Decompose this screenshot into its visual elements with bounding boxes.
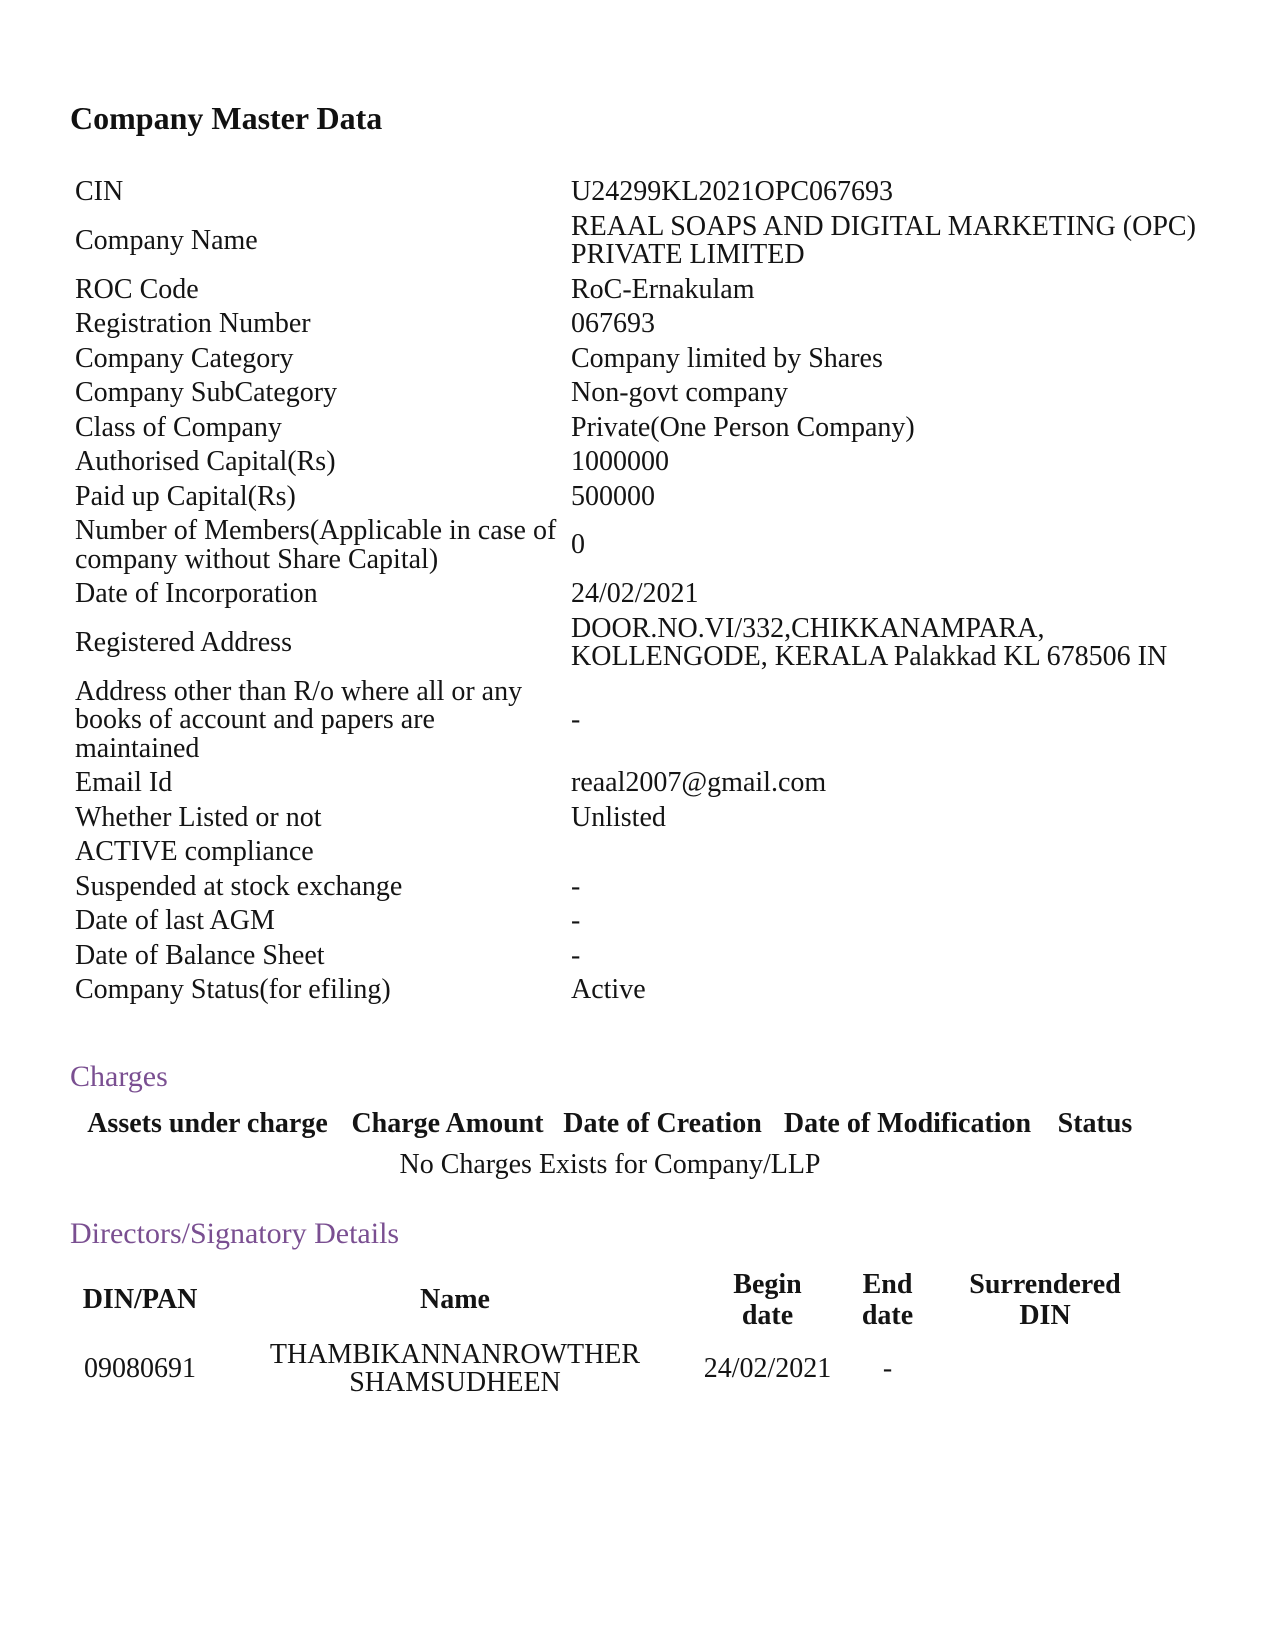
field-label: Company Status(for efiling) bbox=[75, 974, 391, 1005]
field-label: Whether Listed or not bbox=[75, 801, 322, 833]
field-value: 24/02/2021 bbox=[571, 578, 699, 609]
field-label: Company Category bbox=[75, 342, 294, 374]
field-label: Date of Balance Sheet bbox=[75, 939, 325, 971]
field-label: Email Id bbox=[75, 767, 173, 798]
charges-header-row bbox=[70, 1106, 1150, 1141]
director-name: THAMBIKANNANROWTHER SHAMSUDHEEN bbox=[269, 1338, 641, 1398]
field-label: Date of last AGM bbox=[75, 905, 275, 936]
field-value: 067693 bbox=[571, 308, 655, 339]
field-value: 1000000 bbox=[571, 446, 669, 477]
field-label: ROC Code bbox=[75, 273, 199, 305]
field-value: Unlisted bbox=[571, 801, 666, 833]
field-value: reaal2007@gmail.com bbox=[571, 767, 827, 798]
master-data-row bbox=[75, 175, 1215, 210]
field-label: Paid up Capital(Rs) bbox=[75, 480, 296, 512]
master-data-row bbox=[75, 411, 1215, 446]
master-data-row bbox=[75, 445, 1215, 480]
directors-column-header: Begin date bbox=[733, 1268, 802, 1331]
charges-section-heading: Charges bbox=[70, 1059, 168, 1093]
master-data-row bbox=[75, 273, 1215, 308]
field-label: Registration Number bbox=[75, 308, 311, 339]
field-value: 500000 bbox=[571, 480, 655, 512]
master-data-row bbox=[75, 307, 1215, 342]
master-data-row bbox=[75, 675, 1215, 767]
director-surrendered-din bbox=[940, 1333, 1150, 1402]
director-end-date: - bbox=[882, 1352, 893, 1384]
director-row bbox=[70, 1333, 1150, 1402]
charges-column-header: Charge Amount bbox=[351, 1107, 544, 1139]
charges-empty-message: No Charges Exists for Company/LLP bbox=[399, 1148, 821, 1180]
master-data-body bbox=[75, 175, 1215, 1008]
master-data-row bbox=[75, 973, 1215, 1008]
director-din-pan: 09080691 bbox=[84, 1352, 196, 1384]
field-value: - bbox=[571, 905, 581, 936]
master-data-row bbox=[75, 766, 1215, 801]
field-value: U24299KL2021OPC067693 bbox=[571, 176, 894, 207]
field-value: - bbox=[571, 704, 581, 735]
field-label: Registered Address bbox=[75, 626, 292, 658]
master-data-row bbox=[75, 904, 1215, 939]
charges-table bbox=[70, 1106, 1150, 1185]
charges-column-header: Assets under charge bbox=[87, 1107, 328, 1139]
master-data-row bbox=[75, 480, 1215, 515]
charges-column-header: Date of Creation bbox=[563, 1107, 762, 1139]
field-label: Suspended at stock exchange bbox=[75, 870, 403, 902]
field-label: ACTIVE compliance bbox=[75, 836, 314, 867]
charges-column-header: Status bbox=[1057, 1107, 1133, 1139]
field-value: Company limited by Shares bbox=[571, 342, 883, 374]
field-label: Company Name bbox=[75, 224, 258, 256]
master-data-row bbox=[75, 210, 1215, 273]
field-label: Date of Incorporation bbox=[75, 578, 318, 609]
field-label: Class of Company bbox=[75, 411, 282, 443]
master-data-row bbox=[75, 939, 1215, 974]
field-label: Address other than R/o where all or any books of account and papers are maintained bbox=[75, 675, 523, 764]
field-label: Authorised Capital(Rs) bbox=[75, 446, 336, 477]
master-data-row bbox=[75, 342, 1215, 377]
master-data-row bbox=[75, 376, 1215, 411]
directors-section-heading: Directors/Signatory Details bbox=[70, 1216, 400, 1250]
directors-table bbox=[70, 1267, 1150, 1402]
master-data-row bbox=[75, 577, 1215, 612]
field-value: - bbox=[571, 870, 581, 902]
field-value: Active bbox=[571, 974, 646, 1005]
field-value bbox=[571, 835, 1215, 870]
charges-column-header: Date of Modification bbox=[783, 1107, 1032, 1139]
charges-empty-row bbox=[70, 1141, 1150, 1185]
master-data-row bbox=[75, 514, 1215, 577]
company-master-data-table bbox=[75, 175, 1215, 1008]
field-value: RoC-Ernakulam bbox=[571, 273, 755, 305]
field-value: Private(One Person Company) bbox=[571, 411, 915, 443]
directors-column-header: Surrendered DIN bbox=[969, 1268, 1121, 1331]
field-value: DOOR.NO.VI/332,CHIKKANAMPARA, KOLLENGODE, KERALA Palakkad KL 678506 IN bbox=[571, 612, 1168, 672]
directors-column-header: End date bbox=[861, 1268, 914, 1331]
field-value: Non-govt company bbox=[571, 377, 788, 408]
master-data-row bbox=[75, 870, 1215, 905]
master-data-row bbox=[75, 835, 1215, 870]
director-begin-date: 24/02/2021 bbox=[703, 1352, 832, 1384]
directors-column-header: Name bbox=[420, 1284, 490, 1315]
field-label: Number of Members(Applicable in case of company without Share Capital) bbox=[75, 515, 557, 575]
field-value: - bbox=[571, 939, 581, 971]
directors-header-row bbox=[70, 1267, 1150, 1333]
master-data-row bbox=[75, 612, 1215, 675]
master-data-row bbox=[75, 801, 1215, 836]
page-title: Company Master Data bbox=[70, 100, 383, 136]
field-value: REAAL SOAPS AND DIGITAL MARKETING (OPC) PRIVATE LIMITED bbox=[571, 210, 1196, 270]
field-label: CIN bbox=[75, 176, 124, 207]
field-label: Company SubCategory bbox=[75, 377, 338, 408]
directors-body bbox=[70, 1333, 1150, 1402]
field-value: 0 bbox=[571, 529, 585, 561]
directors-column-header: DIN/PAN bbox=[82, 1284, 198, 1315]
